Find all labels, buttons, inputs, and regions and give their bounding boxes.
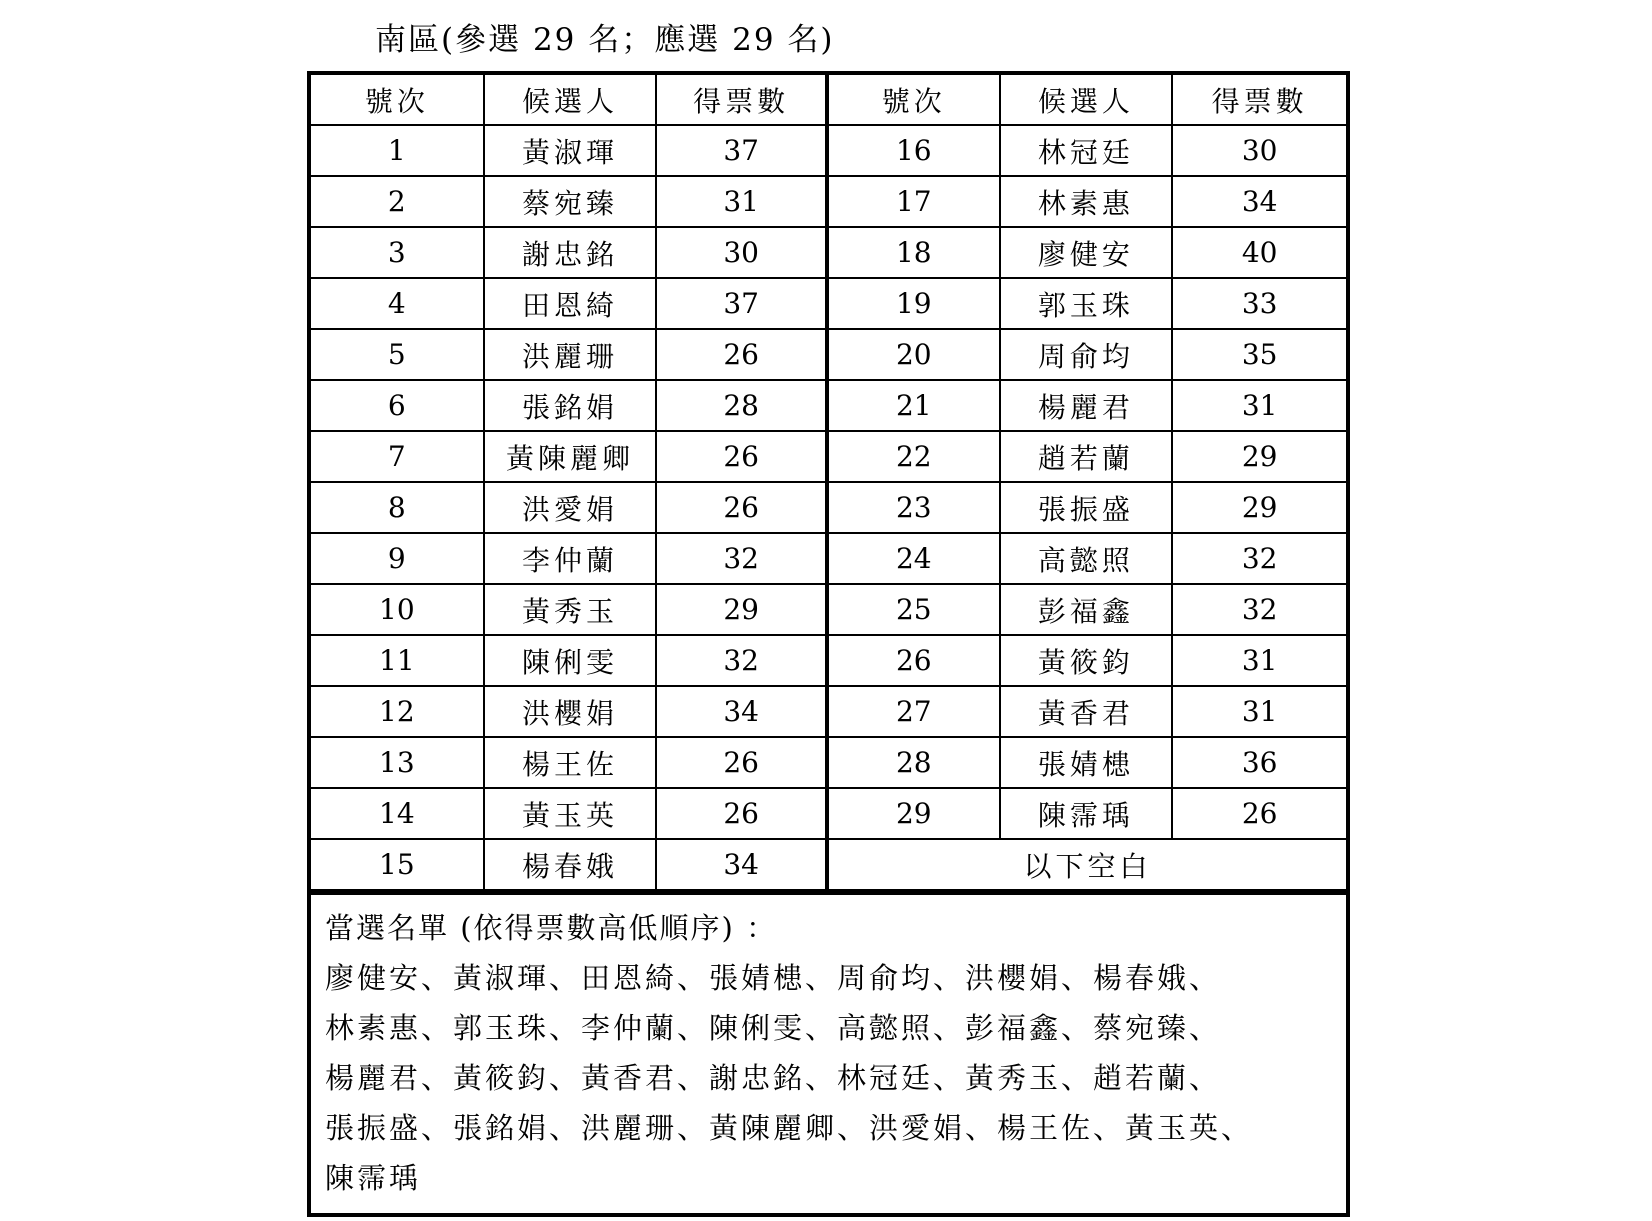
candidate-number: 5 [311,329,484,380]
table-row [311,686,1346,737]
table-row [311,431,1346,482]
candidate-name: 陳俐雯 [484,635,657,686]
table-row [311,227,1346,278]
candidate-votes: 37 [656,125,827,176]
header-number-left: 號次 [311,75,484,125]
table-row [311,176,1346,227]
candidate-votes: 32 [1172,533,1346,584]
candidate-votes: 36 [1172,737,1346,788]
candidate-name: 張銘娟 [484,380,657,431]
candidate-votes: 40 [1172,227,1346,278]
candidate-votes: 29 [1172,482,1346,533]
table-row [311,125,1346,176]
candidate-votes: 26 [656,329,827,380]
candidate-name: 趙若蘭 [1000,431,1173,482]
candidate-votes: 26 [656,431,827,482]
elected-list [311,891,1346,1203]
blank-note: 以下空白 [827,839,1346,890]
elected-line: 楊麗君、黃筱鈞、黃香君、謝忠銘、林冠廷、黃秀玉、趙若蘭、 [325,1061,1222,1095]
candidate-votes: 26 [656,788,827,839]
candidate-name: 林冠廷 [1000,125,1173,176]
candidate-votes: 31 [1172,686,1346,737]
candidate-votes: 26 [656,737,827,788]
candidate-number: 13 [311,737,484,788]
candidate-votes: 32 [656,635,827,686]
vote-results-table [311,75,1346,891]
candidate-number: 8 [311,482,484,533]
candidate-votes: 26 [1172,788,1346,839]
candidate-number: 1 [311,125,484,176]
candidate-number: 6 [311,380,484,431]
table-row [311,839,1346,890]
candidate-votes: 37 [656,278,827,329]
candidate-votes: 28 [656,380,827,431]
candidate-number: 18 [827,227,1000,278]
candidate-name: 黃秀玉 [484,584,657,635]
elected-heading: 當選名單 (依得票數高低順序) ： [325,911,778,945]
candidate-votes: 32 [656,533,827,584]
candidate-name: 楊春娥 [484,839,657,890]
candidate-votes: 26 [656,482,827,533]
candidate-number: 25 [827,584,1000,635]
candidate-number: 14 [311,788,484,839]
candidate-number: 20 [827,329,1000,380]
candidate-votes: 31 [656,176,827,227]
elected-line: 張振盛、張銘娟、洪麗珊、黃陳麗卿、洪愛娟、楊王佐、黃玉英、 [325,1111,1254,1145]
candidate-name: 張婧槵 [1000,737,1173,788]
candidate-number: 10 [311,584,484,635]
elected-line: 廖健安、黃淑琿、田恩綺、張婧槵、周俞均、洪櫻娟、楊春娥、 [325,961,1222,995]
candidate-number: 3 [311,227,484,278]
candidate-number: 27 [827,686,1000,737]
candidate-name: 洪櫻娟 [484,686,657,737]
table-row [311,278,1346,329]
candidate-number: 16 [827,125,1000,176]
candidate-votes: 33 [1172,278,1346,329]
candidate-name: 楊麗君 [1000,380,1173,431]
candidate-number: 7 [311,431,484,482]
table-row [311,533,1346,584]
table-row [311,329,1346,380]
candidate-name: 陳霈瑀 [1000,788,1173,839]
results-sheet [307,71,1350,1217]
candidate-votes: 32 [1172,584,1346,635]
candidate-name: 張振盛 [1000,482,1173,533]
candidate-name: 謝忠銘 [484,227,657,278]
table-row [311,380,1346,431]
candidate-name: 高懿照 [1000,533,1173,584]
candidate-name: 李仲蘭 [484,533,657,584]
candidate-number: 15 [311,839,484,890]
candidate-number: 11 [311,635,484,686]
candidate-name: 黃玉英 [484,788,657,839]
candidate-name: 黃淑琿 [484,125,657,176]
candidate-name: 洪愛娟 [484,482,657,533]
candidate-number: 29 [827,788,1000,839]
header-row [311,75,1346,125]
candidate-number: 28 [827,737,1000,788]
candidate-name: 黃筱鈞 [1000,635,1173,686]
table-row [311,584,1346,635]
candidate-number: 26 [827,635,1000,686]
elected-line: 陳霈瑀 [325,1161,422,1195]
elected-line: 林素惠、郭玉珠、李仲蘭、陳俐雯、高懿照、彭福鑫、蔡宛臻、 [325,1011,1222,1045]
candidate-name: 蔡宛臻 [484,176,657,227]
candidate-number: 24 [827,533,1000,584]
table-row [311,737,1346,788]
candidate-name: 楊王佐 [484,737,657,788]
candidate-votes: 31 [1172,635,1346,686]
candidate-number: 4 [311,278,484,329]
candidate-number: 21 [827,380,1000,431]
header-votes-left: 得票數 [656,75,827,125]
candidate-votes: 35 [1172,329,1346,380]
candidate-name: 周俞均 [1000,329,1173,380]
header-votes-right: 得票數 [1172,75,1346,125]
page-title: 南區(參選 29 名；應選 29 名) [375,22,835,58]
candidate-number: 9 [311,533,484,584]
candidate-number: 12 [311,686,484,737]
header-candidate-left: 候選人 [484,75,657,125]
header-candidate-right: 候選人 [1000,75,1173,125]
candidate-name: 黃香君 [1000,686,1173,737]
candidate-number: 23 [827,482,1000,533]
candidate-votes: 34 [656,839,827,890]
candidate-name: 洪麗珊 [484,329,657,380]
candidate-name: 田恩綺 [484,278,657,329]
candidate-votes: 31 [1172,380,1346,431]
candidate-name: 廖健安 [1000,227,1173,278]
candidate-votes: 34 [1172,176,1346,227]
candidate-number: 2 [311,176,484,227]
candidate-votes: 34 [656,686,827,737]
candidate-name: 彭福鑫 [1000,584,1173,635]
header-number-right: 號次 [827,75,1000,125]
candidate-name: 郭玉珠 [1000,278,1173,329]
candidate-number: 22 [827,431,1000,482]
candidate-votes: 30 [1172,125,1346,176]
candidate-number: 17 [827,176,1000,227]
candidate-number: 19 [827,278,1000,329]
table-row [311,788,1346,839]
candidate-name: 林素惠 [1000,176,1173,227]
candidate-votes: 29 [1172,431,1346,482]
candidate-votes: 29 [656,584,827,635]
candidate-votes: 30 [656,227,827,278]
table-row [311,482,1346,533]
table-row [311,635,1346,686]
candidate-name: 黃陳麗卿 [484,431,657,482]
